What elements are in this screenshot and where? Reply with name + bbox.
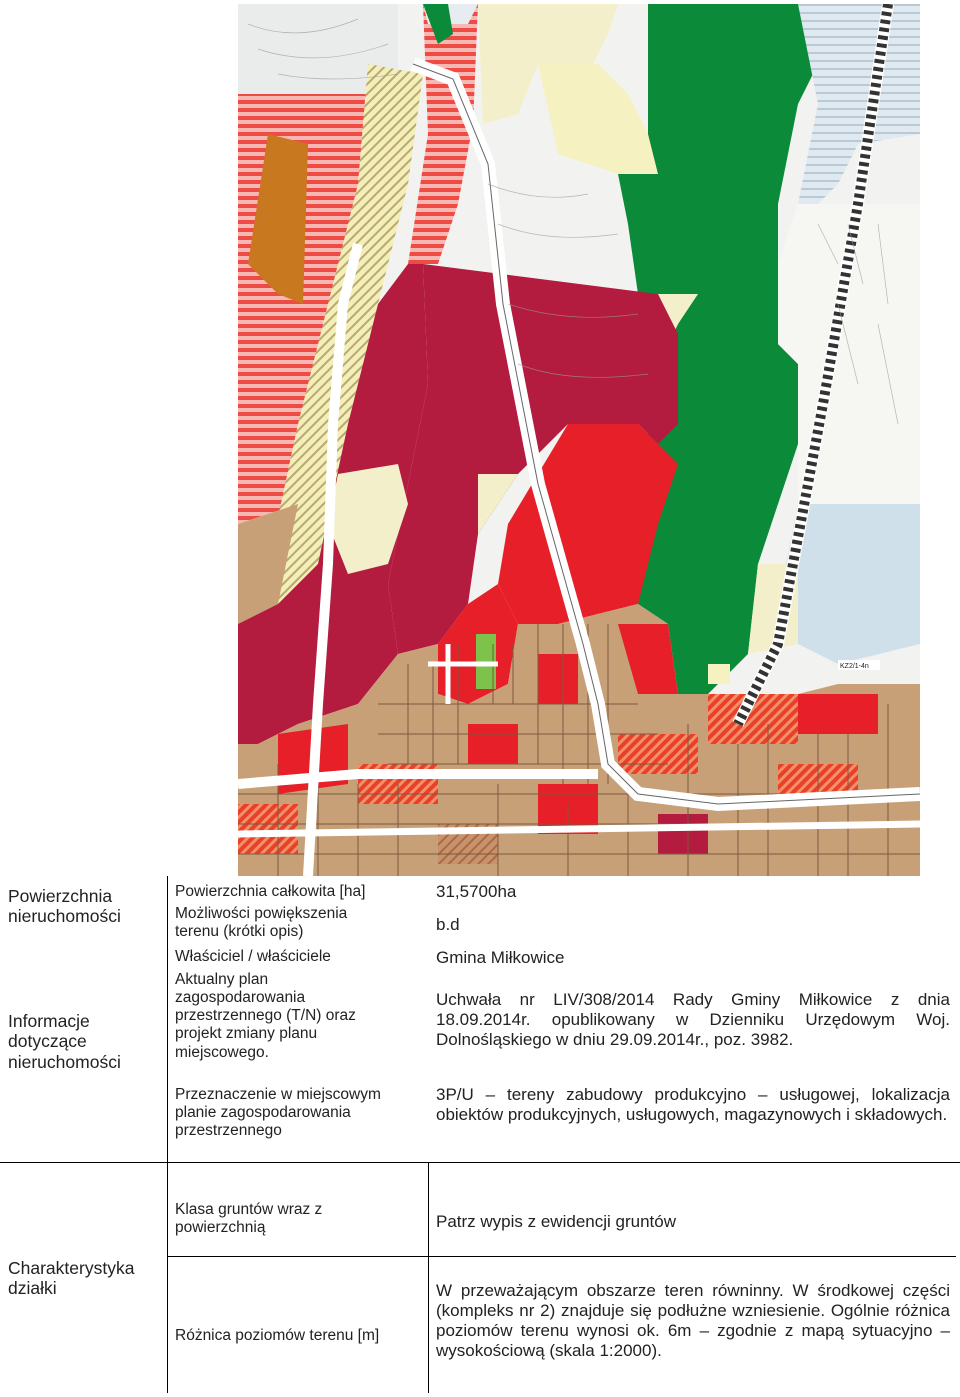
table-divider bbox=[428, 1162, 429, 1393]
table-divider bbox=[167, 1256, 956, 1257]
row-label-total-area: Powierzchnia całkowita [ha] bbox=[175, 883, 366, 900]
row-value-total-area: 31,5700ha bbox=[436, 882, 517, 901]
section-label-characteristics: Charakterystyka działki bbox=[8, 1258, 135, 1299]
section-label-area: Powierzchnia nieruchomości bbox=[8, 886, 121, 927]
row-value-plan: Uchwała nr LIV/308/2014 Rady Gminy Miłkowice z dnia 18.09.2014r. opublikowany w Dzienniku Urzędowym Woj. Dolnośląskiego w dniu 29.09.2014r., poz. 3982. bbox=[436, 990, 950, 1049]
row-value-owner: Gmina Miłkowice bbox=[436, 948, 565, 967]
row-value-expansion: b.d bbox=[436, 915, 460, 934]
table-divider bbox=[167, 876, 168, 1393]
map-label: KZ2/1-4n bbox=[840, 663, 869, 670]
table-divider bbox=[0, 1162, 960, 1163]
row-value-purpose: 3P/U – tereny zabudowy produkcyjno – usługowej, lokalizacja obiektów produkcyjnych, usługowych, magazynowych i składowych. bbox=[436, 1085, 950, 1124]
section-label-info: Informacje dotyczące nieruchomości bbox=[8, 1011, 121, 1072]
row-label-plan: Aktualny plan zagospodarowania przestrzennego (T/N) oraz projekt zmiany planu miejscowego. bbox=[175, 971, 356, 1061]
row-label-owner: Właściciel / właściciele bbox=[175, 948, 331, 965]
row-label-expansion: Możliwości powiększenia terenu (krótki opis) bbox=[175, 905, 348, 941]
row-label-purpose: Przeznaczenie w miejscowym planie zagospodarowania przestrzennego bbox=[175, 1086, 381, 1140]
row-label-soil-class: Klasa gruntów wraz z powierzchnią bbox=[175, 1201, 323, 1237]
row-label-level-difference: Różnica poziomów terenu [m] bbox=[175, 1327, 380, 1344]
zoning-map bbox=[238, 4, 920, 876]
row-value-soil-class: Patrz wypis z ewidencji gruntów bbox=[436, 1212, 676, 1231]
row-value-level-difference: W przeważającym obszarze teren równinny. W środkowej części (kompleks nr 2) znajduje się podłużne wzniesienie. Ogólnie różnica poziomów terenu wynosi ok. 6m – zgodnie z mapą sytuacyjno – wysokościową (skala 1:2000). bbox=[436, 1281, 950, 1360]
